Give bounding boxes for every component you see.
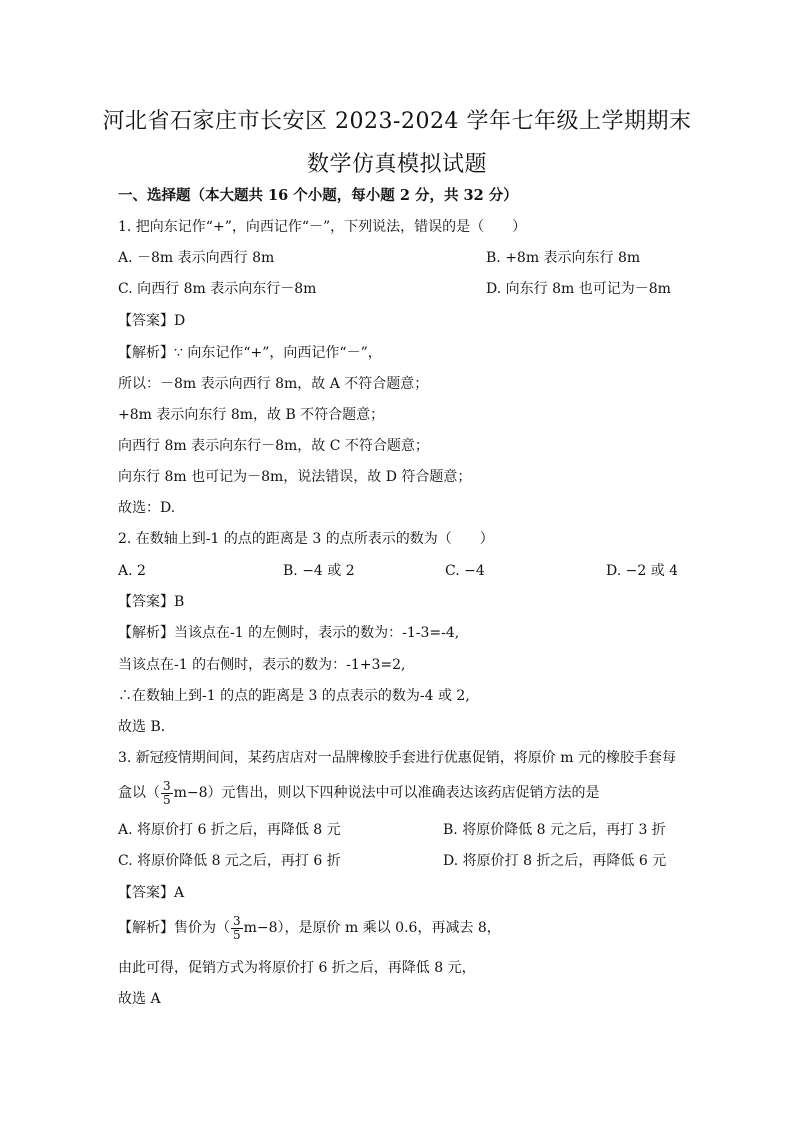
q2-option-d: D. −2 或 4	[606, 563, 679, 579]
q1-analysis-line-4: 向西行 8m 表示向东行－8m，故 C 不符合题意；	[118, 438, 429, 454]
section-heading: 一、选择题（本大题共 16 个小题，每小题 2 分，共 32 分）	[118, 187, 518, 204]
q1-option-a: A. －8m 表示向西行 8m	[118, 250, 275, 266]
q2-analysis-line-2: 当该点在-1 的右侧时，表示的数为：-1+3=2,	[118, 657, 406, 673]
q3-option-c: C. 将原价降低 8 元之后，再打 6 折	[118, 853, 341, 869]
fraction-three-fifths	[161, 780, 173, 807]
q1-analysis-line-2: 所以：－8m 表示向西行 8m，故 A 不符合题意；	[118, 376, 429, 392]
q2-analysis-label: 【解析】	[118, 625, 174, 641]
fraction-denominator: 5	[163, 792, 171, 807]
fraction-numerator: 3	[233, 913, 241, 928]
fraction-numerator: 3	[163, 778, 171, 793]
q2-option-c: C. −4	[445, 563, 485, 579]
q3-analysis-line-1	[118, 912, 501, 944]
q1-stem: 1. 把向东记作“+”，向西记作“－”，下列说法，错误的是（ ）	[118, 219, 527, 235]
q3-analysis-line-3: 故选 A	[118, 991, 161, 1007]
q2-analysis-line-3: ∴在数轴上到-1 的点的距离是 3 的点表示的数为-4 或 2,	[118, 688, 470, 704]
q2-analysis-text: 当该点在-1 的左侧时，表示的数为：-1-3=-4,	[174, 625, 460, 641]
q2-option-b: B. −4 或 2	[283, 563, 355, 579]
q1-analysis-line-5: 向东行 8m 也可记为－8m，说法错误，故 D 符合题意；	[118, 469, 472, 485]
q1-option-d: D. 向东行 8m 也可记为－8m	[486, 281, 671, 297]
q1-analysis-line-6: 故选：D.	[118, 500, 176, 516]
q2-option-a: A. 2	[118, 563, 146, 579]
q2-analysis-line-1	[118, 623, 459, 643]
q1-analysis-label: 【解析】	[118, 345, 174, 361]
fraction-three-fifths	[231, 915, 243, 942]
q3-stem-line1: 3. 新冠疫情期间间，某药店店对一品牌橡胶手套进行优惠促销，将原价 m 元的橡胶手套每	[118, 750, 676, 766]
because-symbol: ∵	[174, 345, 183, 361]
q3-option-b: B. 将原价降低 8 元之后，再打 3 折	[443, 822, 666, 838]
q1-analysis-line-1	[118, 343, 382, 363]
q1-option-c: C. 向西行 8m 表示向东行－8m	[118, 281, 317, 297]
q3-analysis-line-2: 由此可得，促销方式为将原价打 6 折之后，再降低 8 元，	[118, 960, 476, 976]
q3-option-d: D. 将原价打 8 折之后，再降低 6 元	[443, 853, 667, 869]
fraction-denominator: 5	[233, 927, 241, 942]
q1-answer: 【答案】D	[118, 313, 186, 329]
q2-analysis-line-4: 故选 B．	[118, 719, 175, 735]
q3-stem-suffix: m−8）元售出，则以下四种说法中可以准确表达该药店促销方法的是	[173, 785, 600, 801]
q1-analysis-text: 向东记作“+”，向西记作“－”，	[187, 345, 382, 361]
q3-analysis-label: 【解析】	[118, 920, 174, 936]
document-title-line2: 数学仿真模拟试题	[306, 152, 487, 177]
q1-option-b: B. +8m 表示向东行 8m	[486, 250, 641, 266]
q2-answer: 【答案】B	[118, 594, 185, 610]
q3-stem-prefix: 盒以（	[118, 785, 160, 801]
q3-option-a: A. 将原价打 6 折之后，再降低 8 元	[118, 822, 341, 838]
q3-answer: 【答案】A	[118, 885, 185, 901]
q3-analysis-suffix: m−8），是原价 m 乘以 0.6，再减去 8，	[243, 920, 501, 936]
q3-analysis-prefix: 售价为（	[174, 920, 230, 936]
q2-stem: 2. 在数轴上到-1 的点的距离是 3 的点所表示的数为（ ）	[118, 531, 494, 547]
document-title-line1: 河北省石家庄市长安区 2023-2024 学年七年级上学期期末	[102, 109, 692, 134]
q3-stem-line2	[118, 777, 600, 809]
q1-analysis-line-3: +8m 表示向东行 8m，故 B 不符合题意；	[118, 407, 385, 423]
